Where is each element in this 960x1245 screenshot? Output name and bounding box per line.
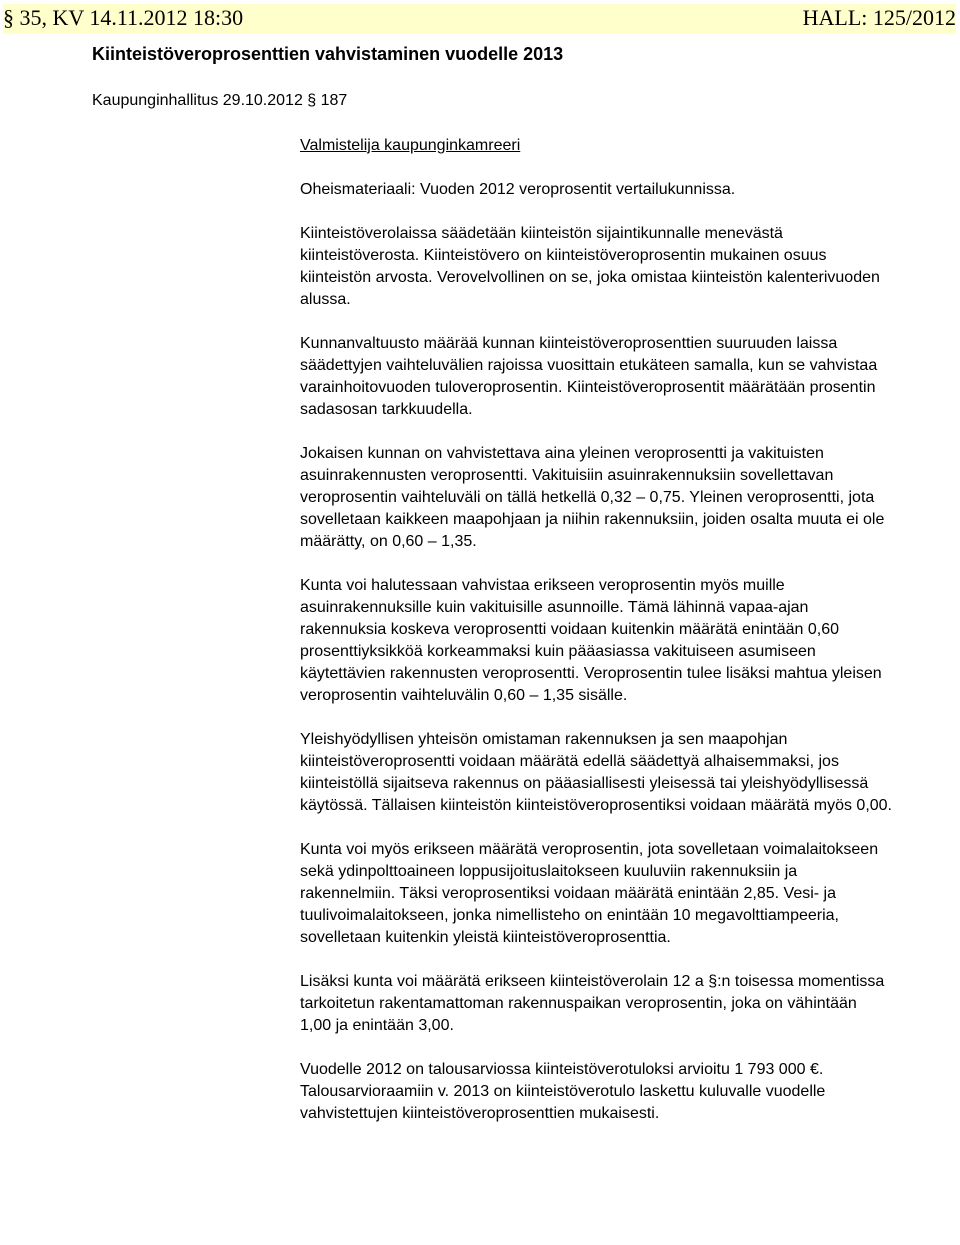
meeting-reference: Kaupunginhallitus 29.10.2012 § 187 (92, 92, 348, 109)
paragraph-2: Kunnanvaltuusto määrää kunnan kiinteistöveroprosenttien suuruuden laissa säädettyjen vaihteluvälien rajoissa vuosittain etukäteen samalla, kun se vahvistaa varainhoitovuoden tuloveroprosentin. Kiinteistöveroprosentit määrätään prosentin sadasosan tarkkuudella. (300, 335, 878, 418)
preparer: Valmistelija kaupunginkamreeri (300, 137, 521, 154)
attachment-note: Oheismateriaali: Vuoden 2012 veroprosentit vertailukunnissa. (300, 181, 736, 198)
section-reference: § 35, KV 14.11.2012 18:30 (3, 5, 244, 30)
paragraph-1: Kiinteistöverolaissa säädetään kiinteistön sijaintikunnalle menevästä kiinteistöverosta. Kiinteistövero on kiinteistöveroprosentin mukainen osuus kiinteistön arvosta. Verovelvollinen on se, joka omistaa kiinteistön kalenterivuoden alussa. (300, 225, 880, 308)
paragraph-6: Kunta voi myös erikseen määrätä veroprosentin, jota sovelletaan voimalaitokseen sekä ydinpolttoaineen loppusijoituslaitokseen kuuluviin rakennuksiin ja rakennelmiin. Täksi veroprosentiksi voidaan määrätä enintään 2,85. Vesi- ja tuulivoimalaitokseen, jonka nimellisteho on enintään 10 megavolttiampeeria, sovelletaan kuitenkin yleistä kiinteistöveroprosenttia. (300, 841, 879, 946)
paragraph-7: Lisäksi kunta voi määrätä erikseen kiinteistöverolain 12 a §:n toisessa momentissa tarkoitetun rakentamattoman rakennuspaikan veroprosentin, joka on vähintään 1,00 ja enintään 3,00. (300, 973, 885, 1034)
document-title: Kiinteistöveroprosenttien vahvistaminen vuodelle 2013 (92, 44, 564, 64)
document-body (300, 135, 892, 1125)
page-header (3, 4, 956, 34)
paragraph-4: Kunta voi halutessaan vahvistaa erikseen veroprosentin myös muille asuinrakennuksille kuin vakituisille asunnoille. Tämä lähinnä vapaa-ajan rakennuksia koskeva veroprosentti voidaan kuitenkin määrätä enintään 0,60 prosenttiyksikköä korkeammaksi kuin pääasiassa vakituiseen asumiseen käytettävien rakennusten veroprosentti. Veroprosentin tulee lisäksi mahtua yleisen veroprosentin vaihteluvälin 0,60 – 1,35 sisälle. (300, 577, 882, 704)
paragraph-5: Yleishyödyllisen yhteisön omistaman rakennuksen ja sen maapohjan kiinteistöveroprosentti voidaan määrätä edellä säädettyä alhaisemmaksi, jos kiinteistöllä sijaitseva rakennus on pääasiallisesti yleisessä tai yleishyödyllisessä käytössä. Tällaisen kiinteistön kiinteistöveroprosentiksi voidaan määrätä myös 0,00. (300, 731, 892, 814)
hall-reference: HALL: 125/2012 (802, 5, 956, 30)
paragraph-3: Jokaisen kunnan on vahvistettava aina yleinen veroprosentti ja vakituisten asuinrakennusten veroprosentti. Vakituisiin asuinrakennuksiin sovellettavan veroprosentin vaihteluväli on tällä hetkellä 0,32 – 0,75. Yleinen veroprosentti, jota sovelletaan kaikkeen maapohjaan ja niihin rakennuksiin, joiden osalta muuta ei ole määrätty, on 0,60 – 1,35. (300, 445, 885, 550)
paragraph-8: Vuodelle 2012 on talousarviossa kiinteistöverotuloksi arvioitu 1 793 000 €. Talousarvioraamiin v. 2013 on kiinteistöverotulo laskettu kuluvalle vuodelle vahvistettujen kiinteistöveroprosenttien mukaisesti. (300, 1061, 826, 1122)
preparer-line (300, 135, 892, 157)
